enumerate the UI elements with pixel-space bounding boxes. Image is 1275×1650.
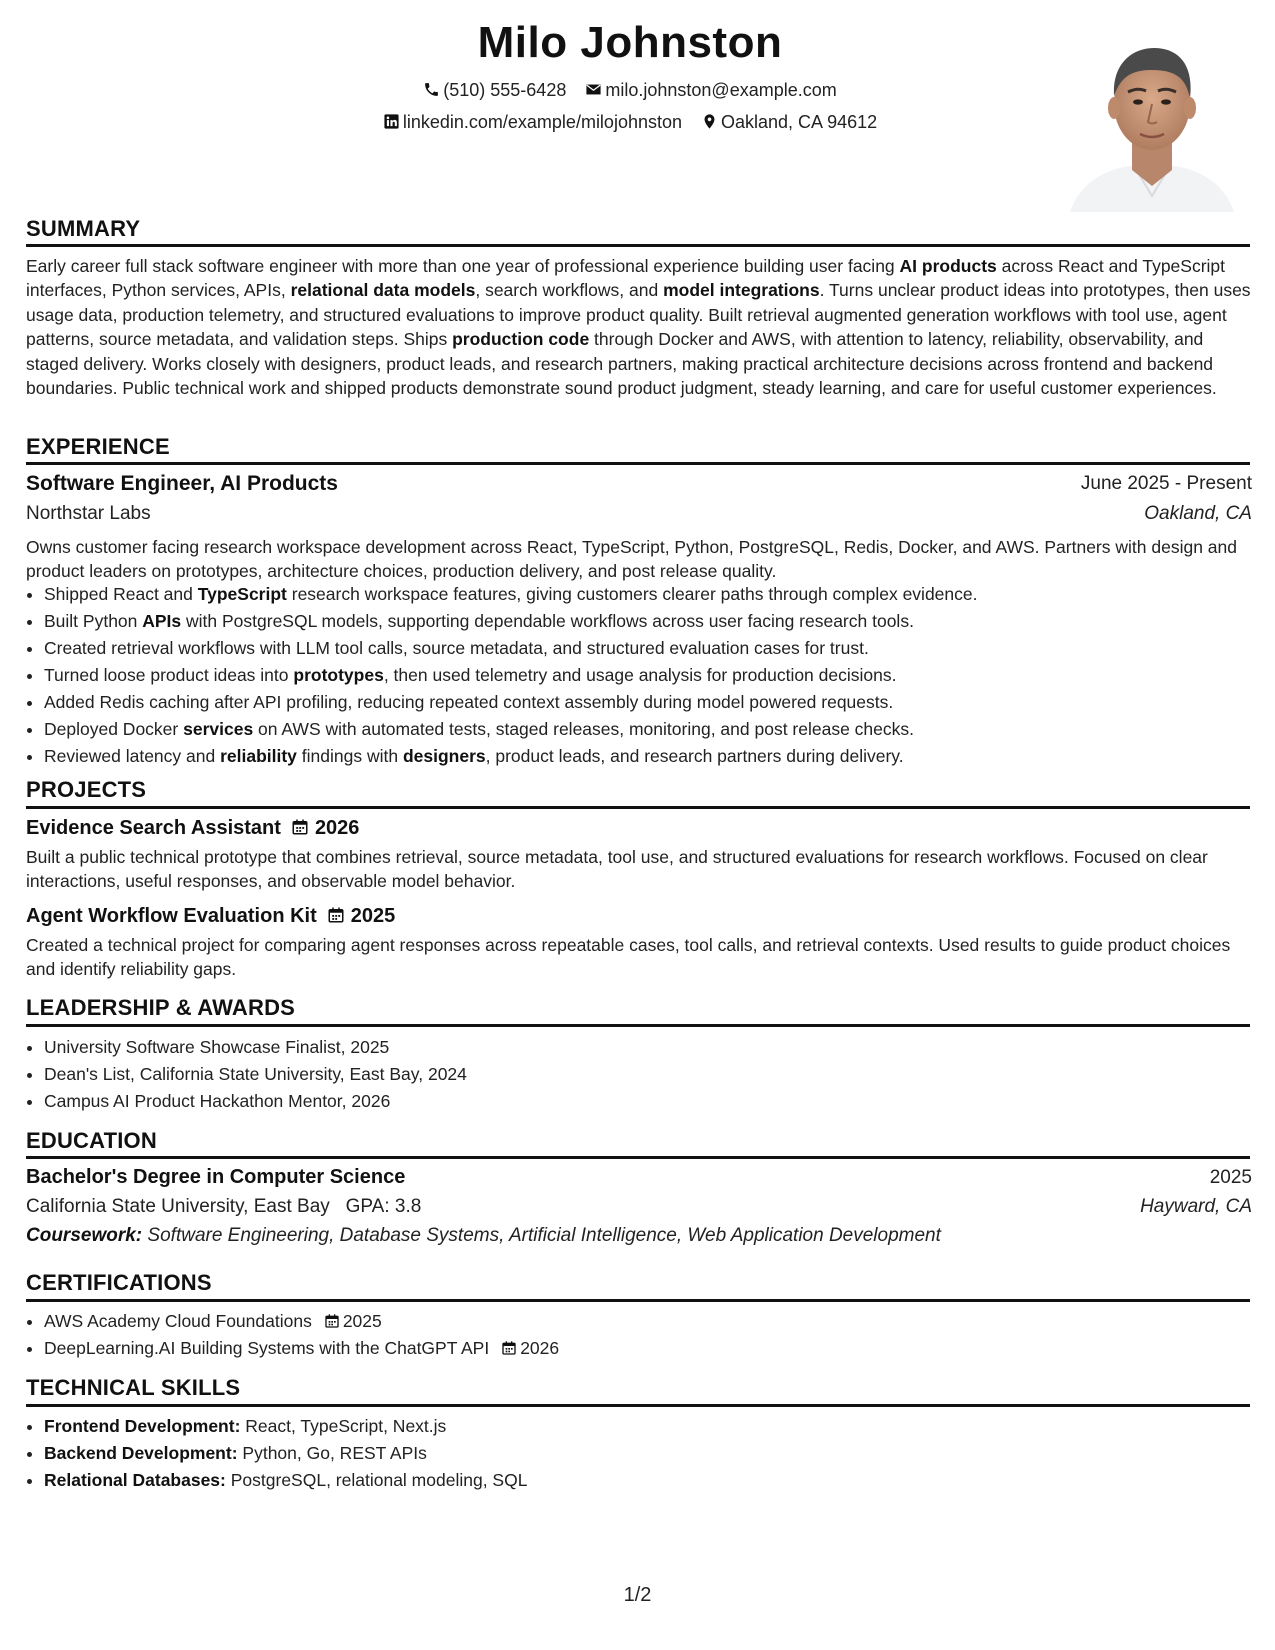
section-title-skills: TECHNICAL SKILLS	[26, 1375, 241, 1400]
section-divider	[26, 806, 1250, 809]
section-title-summary: SUMMARY	[26, 216, 141, 241]
skill-label: Backend Development:	[44, 1443, 238, 1463]
linkedin-link[interactable]: linkedin.com/example/milojohnston	[402, 112, 682, 132]
calendar-icon	[327, 906, 345, 924]
linkedin-icon	[383, 113, 400, 130]
phone-icon	[423, 81, 440, 98]
skill-value: Python, Go, REST APIs	[242, 1443, 427, 1463]
text-segment: on AWS with automated tests, staged releases, monitoring, and post release checks.	[253, 719, 915, 739]
text-segment: Turned loose product ideas into	[44, 665, 294, 685]
school-name: California State University, East Bay	[26, 1196, 330, 1217]
map-pin-icon	[701, 113, 718, 130]
job-bullets	[26, 581, 1272, 770]
text-segment: Built Python	[44, 611, 143, 631]
calendar-icon	[324, 1313, 340, 1329]
contact-email	[585, 80, 836, 101]
text-segment: Shipped React and	[44, 584, 198, 604]
section-divider	[26, 1156, 1250, 1159]
bold-phrase: AI products	[899, 256, 997, 276]
text-segment: Deployed Docker	[44, 719, 184, 739]
text-segment: , product leads, and research partners during delivery.	[485, 746, 904, 766]
project-year: 2026	[314, 817, 360, 839]
project-year: 2025	[350, 905, 396, 927]
text-segment: . Turns unclear product ideas into prototypes, then uses usage data, production telemetry, and structured evaluations to improve product quality. Built retrieval augmented generation workflows with tool use, agent patterns, source metadata, and validation steps. Ships	[26, 280, 1251, 350]
text-segment: Early career full stack software engineer with more than one year of professional experience building user facing	[26, 256, 900, 276]
summary-text	[26, 254, 1254, 400]
section-divider	[26, 462, 1250, 465]
bold-phrase: TypeScript	[197, 584, 287, 604]
section-title-experience: EXPERIENCE	[26, 434, 170, 459]
text-segment: Added Redis caching after API profiling, reducing repeated context assembly during model powered requests.	[44, 692, 894, 712]
certifications-list	[26, 1308, 1272, 1362]
coursework-label: Coursework:	[26, 1225, 143, 1246]
page-number: 1/2	[623, 1584, 652, 1606]
profile-photo	[1062, 36, 1242, 212]
text-segment: across React and TypeScript interfaces, Python services, APIs,	[26, 256, 1226, 301]
list-item	[44, 662, 1272, 689]
list-item: • Campus AI Product Hackathon Mentor, 2026	[44, 1088, 1272, 1115]
coursework-list: Software Engineering, Database Systems, Artificial Intelligence, Web Application Development	[147, 1225, 941, 1246]
bold-phrase: reliability	[220, 746, 297, 766]
contact-phone	[423, 80, 566, 101]
graduation-year: 2025	[1209, 1167, 1252, 1188]
project-description: Created a technical project for comparing agent responses across repeatable cases, tool calls, and retrieval contexts. Used results to guide product choices and identify reliability gaps.	[26, 935, 1231, 980]
candidate-name: Milo Johnston	[477, 18, 783, 67]
school-location: Hayward, CA	[1140, 1196, 1252, 1217]
text-segment: , then used telemetry and usage analysis for production decisions.	[383, 665, 897, 685]
list-item	[44, 1440, 1272, 1467]
gpa: GPA: 3.8	[345, 1196, 422, 1217]
bold-phrase: model integrations	[663, 280, 820, 301]
text-segment: through Docker and AWS, with attention to latency, reliability, observability, and staged delivery. Works closely with designers, product leads, and research partners, making practical architecture decisions across frontend and backend boundaries. Public technical work and shipped products demonstrate sound product judgment, steady learning, and care for useful customer experiences.	[26, 329, 1217, 399]
job-dates: June 2025 - Present	[1080, 473, 1252, 494]
text-segment: findings with	[296, 746, 403, 766]
list-item	[44, 1308, 1272, 1335]
bold-phrase: designers	[402, 746, 486, 766]
degree-title: Bachelor's Degree in Computer Science	[26, 1166, 406, 1188]
bold-phrase: services	[183, 719, 254, 739]
phone-text[interactable]: (510) 555-6428	[443, 80, 567, 100]
section-title-leadership: LEADERSHIP & AWARDS	[26, 995, 296, 1020]
list-item	[44, 635, 1272, 662]
certification-name: AWS Academy Cloud Foundations	[44, 1311, 312, 1331]
section-divider	[26, 1404, 1250, 1407]
leadership-list	[26, 1034, 1272, 1115]
text-segment: , search workflows, and	[475, 280, 664, 301]
bold-phrase: production code	[452, 329, 590, 350]
list-item	[44, 716, 1272, 743]
text-segment: Reviewed latency and	[44, 746, 221, 766]
email-link[interactable]: milo.johnston@example.com	[605, 80, 837, 100]
job-title: Software Engineer, AI Products	[26, 472, 338, 495]
certification-name: DeepLearning.AI Building Systems with the ChatGPT API	[44, 1338, 490, 1358]
project-name: Agent Workflow Evaluation Kit	[26, 905, 317, 927]
contact-linkedin	[383, 112, 682, 133]
project-description: Built a public technical prototype that combines retrieval, source metadata, tool use, and structured evaluations for research workflows. Focused on clear interactions, useful responses, and observable model behavior.	[26, 847, 1208, 892]
contact-location	[701, 112, 877, 133]
text-segment: Created retrieval workflows with LLM tool calls, source metadata, and structured evaluation cases for trust.	[44, 638, 869, 658]
job-location: Oakland, CA	[1144, 503, 1252, 524]
project-title	[26, 817, 359, 840]
list-item	[44, 581, 1272, 608]
skill-label: Frontend Development:	[44, 1416, 241, 1436]
section-divider	[26, 1024, 1250, 1027]
list-item	[44, 689, 1272, 716]
certification-year: 2025	[342, 1311, 382, 1331]
text-segment: research workspace features, giving customers clearer paths through complex evidence.	[286, 584, 978, 604]
certification-year: 2026	[520, 1338, 560, 1358]
company-name: Northstar Labs	[26, 503, 151, 524]
school-line	[26, 1196, 421, 1218]
location-text: Oakland, CA 94612	[721, 112, 878, 132]
project-title	[26, 905, 395, 928]
bold-phrase: APIs	[142, 611, 182, 631]
skill-value: PostgreSQL, relational modeling, SQL	[230, 1470, 528, 1490]
list-item: • University Software Showcase Finalist, 2025	[44, 1034, 1272, 1061]
skill-value: React, TypeScript, Next.js	[245, 1416, 447, 1436]
section-title-projects: PROJECTS	[26, 777, 147, 802]
coursework	[26, 1225, 941, 1247]
calendar-icon	[501, 1340, 517, 1356]
skill-label: Relational Databases:	[44, 1470, 226, 1490]
bold-phrase: prototypes	[293, 665, 384, 685]
envelope-icon	[585, 81, 602, 98]
text-segment: with PostgreSQL models, supporting dependable workflows across user facing research tools.	[181, 611, 914, 631]
skills-list	[26, 1413, 1272, 1494]
list-item	[44, 1335, 1272, 1362]
project-name: Evidence Search Assistant	[26, 817, 281, 839]
list-item: • Dean's List, California State University, East Bay, 2024	[44, 1061, 1272, 1088]
list-item	[44, 743, 1272, 770]
list-item	[44, 1413, 1272, 1440]
section-title-certifications: CERTIFICATIONS	[26, 1270, 212, 1295]
section-divider	[26, 1299, 1250, 1302]
calendar-icon	[291, 818, 309, 836]
list-item	[44, 608, 1272, 635]
bold-phrase: relational data models	[290, 280, 476, 301]
section-title-education: EDUCATION	[26, 1128, 157, 1153]
section-divider	[26, 244, 1250, 247]
list-item	[44, 1467, 1272, 1494]
job-description: Owns customer facing research workspace development across React, TypeScript, Python, PostgreSQL, Redis, Docker, and AWS. Partners with design and product leaders on prototypes, architecture choices, production delivery, and post release quality.	[26, 537, 1237, 582]
